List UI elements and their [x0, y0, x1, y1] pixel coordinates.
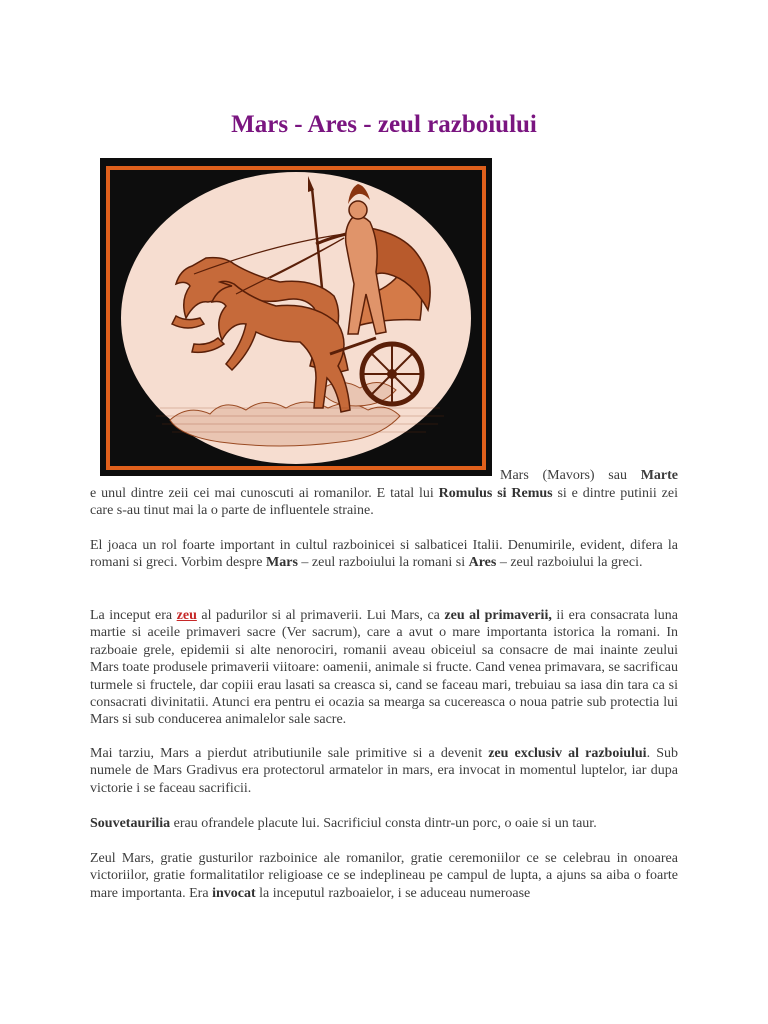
p1-bold-romulus-remus: Romulus si Remus — [438, 486, 553, 501]
p1-text-1: Mars (Mavors) sau — [500, 468, 641, 483]
p3-bold-zeu-primaverii: zeu al primaverii, — [444, 608, 552, 623]
p6-text-2: la inceputul razboaielor, i se aduceau numeroase — [255, 885, 531, 901]
p1-text-2: e unul dintre zeii cei mai cunoscuti ai romanilor. E tatal lui — [90, 486, 439, 501]
page-title: Mars - Ares - zeul razboiului — [231, 111, 537, 138]
mars-chariot-illustration — [100, 158, 492, 476]
p2-text-1: El joaca un rol foarte important in cultul razboinicei si salbaticei Italii. Denumirile, evident, difera la romani si greci. Vorbim despre — [90, 538, 678, 571]
paragraph-3 — [90, 607, 678, 729]
p1-bold-marte: Marte — [640, 468, 678, 483]
p3-text-1: La inceput era — [90, 608, 177, 623]
paragraph-6 — [90, 850, 678, 902]
p6-text-1: Zeul Mars, gratie gusturilor razboinice ale romanilor, gratie ceremoniilor ce se celebrau in onoarea victoriilor, gratie formalitatilor religioase ce se indeplineau pe campul de lupta, a ajuns sa aiba o foarte mare importanta. Era — [90, 851, 678, 901]
paragraph-1 — [90, 485, 678, 520]
p5-bold-souvetaurilia: Souvetaurilia — [90, 816, 171, 831]
p1-text-3: si e dintre putinii zei care s-au tinut mai la o parte de influentele straine. — [90, 486, 678, 519]
paragraph-5 — [90, 815, 678, 832]
p6-bold-invocat: invocat — [212, 885, 256, 901]
p2-bold-mars: Mars — [266, 555, 298, 571]
p4-text-2: . Sub numele de Mars Gradivus era protectorul armatelor in mars, era invocat in momentul luptelor, iar dupa victorie i se faceau sacrificii. — [90, 746, 678, 796]
paragraph-4 — [90, 745, 678, 797]
p5-text-1: erau ofrandele placute lui. Sacrificiul consta dintr-un porc, o oaie si un taur. — [170, 816, 597, 831]
p4-text-1: Mai tarziu, Mars a pierdut atributiunile sale primitive si a devenit — [90, 746, 489, 761]
p2-text-3: – zeul razboiului la greci. — [496, 555, 643, 571]
zeu-link[interactable]: zeu — [176, 608, 197, 623]
p3-text-3: ii era consacrata luna martie si aceile primaveri sacre (Ver sacrum), care a avut o mare importanta istorica la romani. In razboaie grele, epidemii si alte nenorociri, romanii aveau obiceiul sa consacre de mai inainte zeului Mars toate produsele primaverii viitoare: oamenii, animale si fructe. Cand venea primavara, se sacrificau turmele si fructele, dar copiii erau lasati sa creasca si, cand se faceau mari, trebuiau sa iasa din tara ca si consacrati divinitatii. Atunci era pentru ei ocazia sa mearga sa cucereasca o noua patrie sub protectia lui Mars si sub conducerea animalelor sale sacre. — [90, 608, 678, 728]
p2-text-2: – zeul razboiului la romani si — [297, 555, 469, 571]
p2-bold-ares: Ares — [468, 555, 497, 571]
p4-bold-zeu-exclusiv: zeu exclusiv al razboiului — [488, 746, 647, 761]
paragraph-2 — [90, 537, 678, 572]
p3-text-2: al padurilor si al primaverii. Lui Mars, ca — [196, 608, 445, 623]
paragraph-1-lead — [500, 467, 678, 484]
